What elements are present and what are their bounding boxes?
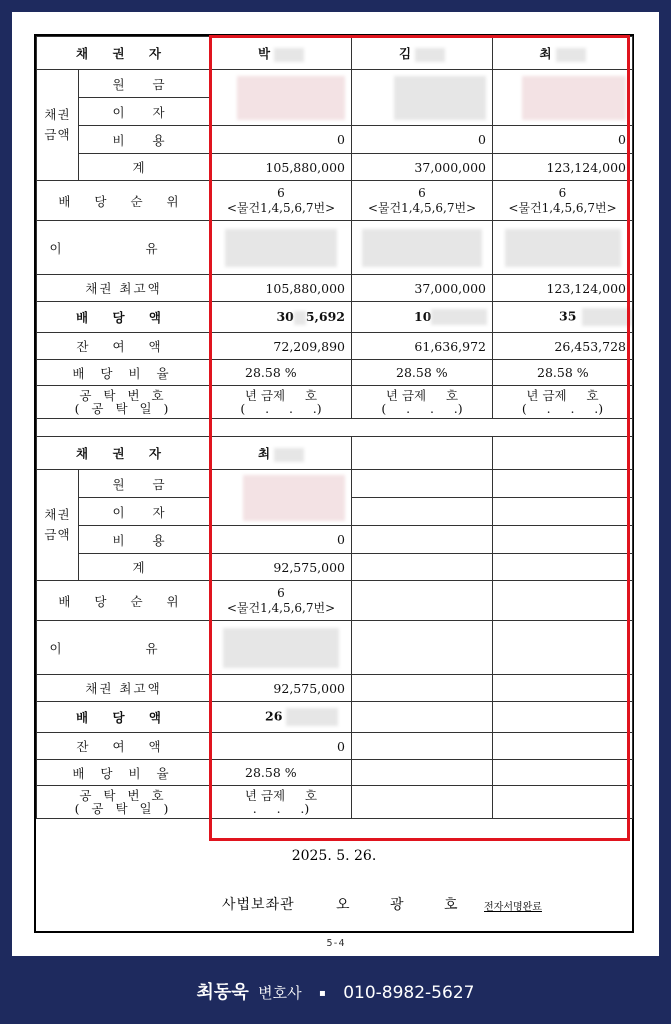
table-row: [37, 386, 633, 419]
spacer-row: [37, 419, 633, 437]
cost-label-2: 비 용: [79, 526, 211, 554]
rank-4-value: 6: [277, 585, 285, 600]
redaction: [582, 308, 632, 326]
phone-number: 010-8982-5627: [343, 983, 475, 1003]
table-row: [37, 554, 633, 581]
empty-cell: [352, 470, 493, 498]
rank-label: 배 당 순 위: [37, 181, 211, 221]
deposit-label-line2: ( 공 탁 일 ): [74, 401, 173, 416]
table-row: [37, 786, 633, 819]
dividend-4-head: 26: [265, 708, 283, 724]
redaction: [431, 309, 487, 325]
table-row: [37, 333, 633, 360]
table-row: [37, 526, 633, 554]
empty-cell: [352, 554, 493, 581]
deposit-4-date: . . .): [252, 801, 310, 816]
total-4: 92,575,000: [211, 554, 352, 581]
reason-label: 이 유: [37, 221, 211, 275]
deposit-4: [211, 786, 352, 819]
dividend-3: [493, 302, 633, 333]
rank-3: [493, 181, 633, 221]
interest-label-2: 이 자: [79, 498, 211, 526]
empty-cell: [493, 733, 633, 760]
empty-cell: [493, 702, 633, 733]
balance-2: 61,636,972: [352, 333, 493, 360]
deposit-2: [352, 386, 493, 419]
table-row: [37, 437, 633, 470]
redaction: [415, 48, 445, 62]
table-row: [37, 702, 633, 733]
empty-cell: [493, 526, 633, 554]
dividend-4: [211, 702, 352, 733]
signer-name: 오 광 호: [336, 897, 476, 913]
dividend-2: [352, 302, 493, 333]
empty-cell: [352, 702, 493, 733]
redaction: [237, 76, 345, 120]
empty-cell: [493, 437, 633, 470]
rank-2-value: 6: [418, 185, 426, 200]
table-row: [37, 581, 633, 621]
redacted-cell: [211, 70, 352, 126]
balance-label-2: 잔 여 액: [37, 733, 211, 760]
empty-cell: [352, 733, 493, 760]
max-claim-1: 105,880,000: [211, 275, 352, 302]
empty-cell: [352, 526, 493, 554]
deposit-3-number: 년 금제 호: [526, 388, 599, 403]
reason-label-2: 이 유: [37, 621, 211, 675]
redaction: [274, 48, 304, 62]
redaction: [225, 229, 337, 267]
max-claim-label-2: 채권 최고액: [37, 675, 211, 702]
redacted-cell: [211, 221, 352, 275]
total-2: 37,000,000: [352, 154, 493, 181]
ratio-3: 28.58 %: [493, 360, 633, 386]
redaction: [274, 448, 304, 462]
interest-label: 이 자: [79, 98, 211, 126]
redacted-cell: [211, 621, 352, 675]
redacted-cell: [211, 470, 352, 526]
table-row: [37, 154, 633, 181]
dividend-label-2: 배 당 액: [37, 702, 211, 733]
deposit-2-number: 년 금제 호: [385, 388, 459, 403]
empty-cell: [493, 760, 633, 786]
deposit-label: [37, 386, 211, 419]
rank-1: [211, 181, 352, 221]
e-signature-note: 전자서명완료: [484, 902, 542, 913]
empty-cell: [493, 470, 633, 498]
max-claim-2: 37,000,000: [352, 275, 493, 302]
deposit-label-2: [37, 786, 211, 819]
deposit-label-line2: ( 공 탁 일 ): [74, 801, 173, 816]
dividend-1: [211, 302, 352, 333]
signer-title: 사법보좌관: [222, 897, 295, 913]
cost-label: 비 용: [79, 126, 211, 154]
creditor-2: [352, 37, 493, 70]
lawyer-footer: [0, 978, 671, 1004]
cost-1: 0: [211, 126, 352, 154]
lawyer-name: 최동욱: [196, 982, 249, 1003]
dividend-2-head: 10: [414, 308, 432, 324]
max-claim-3: 123,124,000: [493, 275, 633, 302]
document-date: 2025. 5. 26.: [291, 848, 377, 864]
rank-1-items: <물건1,4,5,6,7번>: [226, 200, 336, 215]
creditor-1-name: 박: [257, 46, 271, 61]
deposit-3: [493, 386, 633, 419]
redaction: [505, 229, 621, 267]
deposit-label-line1: 공 탁 번 호: [79, 388, 168, 403]
creditor-3-name: 최: [539, 46, 552, 61]
group-label-line1: 채권: [44, 107, 71, 122]
redaction: [556, 48, 586, 62]
empty-cell: [493, 581, 633, 621]
redacted-cell: [493, 70, 633, 126]
redacted-cell: [352, 221, 493, 275]
dividend-3-head: 35: [559, 308, 577, 324]
creditor-1: [211, 37, 352, 70]
redaction: [286, 708, 338, 726]
table-row: [37, 733, 633, 760]
redaction: [294, 311, 306, 325]
empty-cell: [352, 786, 493, 819]
principal-label: 원 금: [79, 70, 211, 98]
group-label-line2: 금액: [44, 127, 71, 142]
table-row: [37, 181, 633, 221]
empty-cell: [352, 760, 493, 786]
rank-2-items: <물건1,4,5,6,7번>: [367, 200, 477, 215]
deposit-label-line1: 공 탁 번 호: [79, 788, 168, 803]
ratio-4: 28.58 %: [211, 760, 352, 786]
empty-cell: [493, 498, 633, 526]
empty-cell: [352, 675, 493, 702]
page-number: 5-4: [326, 938, 345, 949]
table-row: [37, 221, 633, 275]
redacted-cell: [493, 221, 633, 275]
document-page: [12, 12, 659, 956]
rank-1-value: 6: [277, 185, 285, 200]
dividend-1-tail: 5,692: [305, 309, 345, 325]
rank-4-items: <물건1,4,5,6,7번>: [226, 600, 336, 615]
rank-2: [352, 181, 493, 221]
dividend-label: 배 당 액: [37, 302, 211, 333]
total-label: 계: [79, 154, 211, 181]
table-row: [37, 675, 633, 702]
claim-amount-group-label-2: [37, 470, 79, 581]
total-3: 123,124,000: [493, 154, 633, 181]
lawyer-title: 변호사: [258, 984, 302, 1002]
empty-cell: [352, 498, 493, 526]
balance-label: 잔 여 액: [37, 333, 211, 360]
dividend-table-frame: [34, 34, 634, 933]
redacted-cell: [352, 70, 493, 126]
total-label-2: 계: [79, 554, 211, 581]
rank-4: [211, 581, 352, 621]
creditor-2-name: 김: [398, 46, 412, 61]
table-row: [37, 275, 633, 302]
ratio-label-2: 배 당 비 율: [37, 760, 211, 786]
redaction: [362, 229, 482, 267]
cost-3: 0: [493, 126, 633, 154]
deposit-1-number: 년 금제 호: [244, 388, 318, 403]
empty-cell: [352, 581, 493, 621]
creditor-label: 채 권 자: [37, 37, 211, 70]
total-1: 105,880,000: [211, 154, 352, 181]
max-claim-4: 92,575,000: [211, 675, 352, 702]
empty-cell: [493, 554, 633, 581]
max-claim-label: 채권 최고액: [37, 275, 211, 302]
deposit-3-date: ( . . .): [521, 401, 604, 416]
creditor-4-name: 최: [257, 446, 271, 461]
ratio-label: 배 당 비 율: [37, 360, 211, 386]
balance-3: 26,453,728: [493, 333, 633, 360]
deposit-4-number: 년 금제 호: [244, 788, 318, 803]
empty-cell: [352, 437, 493, 470]
empty-cell: [352, 621, 493, 675]
creditor-3: [493, 37, 633, 70]
empty-cell: [493, 675, 633, 702]
ratio-1: 28.58 %: [211, 360, 352, 386]
cost-4: 0: [211, 526, 352, 554]
table-row: [37, 37, 633, 70]
redaction: [223, 628, 339, 668]
redaction: [522, 76, 626, 120]
empty-cell: [493, 786, 633, 819]
deposit-1-date: ( . . .): [240, 401, 322, 416]
ratio-2: 28.58 %: [352, 360, 493, 386]
table-row: [37, 360, 633, 386]
deposit-1: [211, 386, 352, 419]
creditor-label-2: 채 권 자: [37, 437, 211, 470]
balance-4: 0: [211, 733, 352, 760]
empty-cell: [493, 621, 633, 675]
table-row: [37, 470, 633, 498]
redaction: [394, 76, 486, 120]
spacer-cell: [37, 419, 633, 437]
table-row: [37, 70, 633, 98]
balance-1: 72,209,890: [211, 333, 352, 360]
rank-3-value: 6: [558, 185, 567, 200]
cost-2: 0: [352, 126, 493, 154]
dividend-table: [36, 36, 633, 819]
table-row: [37, 126, 633, 154]
deposit-2-date: ( . . .): [381, 401, 463, 416]
table-row: [37, 302, 633, 333]
redaction: [243, 475, 345, 521]
dividend-1-head: 30: [276, 309, 294, 325]
creditor-4: [211, 437, 352, 470]
table-row: [37, 760, 633, 786]
rank-label-2: 배 당 순 위: [37, 581, 211, 621]
separator-icon: ▪: [319, 987, 326, 999]
group-label-line1: 채권: [44, 507, 71, 522]
rank-3-items: <물건1,4,5,6,7번>: [508, 200, 617, 215]
claim-amount-group-label: [37, 70, 79, 181]
principal-label-2: 원 금: [79, 470, 211, 498]
table-row: [37, 621, 633, 675]
group-label-line2: 금액: [44, 527, 71, 542]
